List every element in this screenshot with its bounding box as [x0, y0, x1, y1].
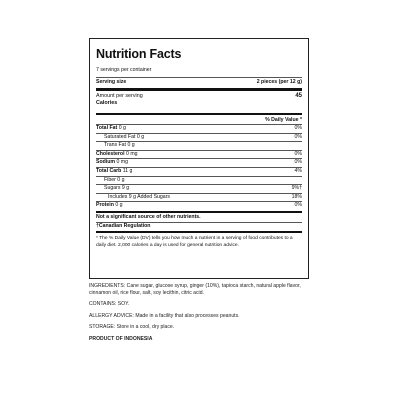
nutrient-dv: 0%	[294, 125, 302, 131]
nutrient-dv: 0%	[294, 133, 302, 140]
nutrient-dv: 0%	[294, 159, 302, 166]
nutrient-row	[96, 185, 302, 193]
nutrient-row	[96, 202, 302, 210]
nutrient-amount: 0 g	[136, 133, 145, 140]
nutrient-dv: 0%	[294, 150, 302, 157]
daily-value-header: % Daily Value *	[265, 117, 302, 123]
nutrient-amount: 0 g	[127, 142, 135, 149]
calories-value: 45	[295, 93, 302, 99]
amount-per-serving: Amount per serving	[96, 93, 143, 99]
nutrient-name: Fiber	[104, 176, 116, 183]
canadian-regulation-note: †Canadian Regulation	[96, 222, 151, 229]
nutrient-name: Saturated Fat	[104, 133, 136, 140]
nutrient-amount: 0 g	[115, 202, 123, 209]
storage-text: STORAGE: Store in a cool, dry place.	[89, 324, 175, 331]
divider-thick	[96, 88, 302, 91]
nutrient-name: Sugars	[104, 185, 121, 192]
label-title: Nutrition Facts	[96, 47, 182, 61]
nutrient-row	[96, 194, 302, 202]
servings-per-container: 7 servings per container	[96, 67, 152, 73]
product-info	[89, 283, 313, 348]
nutrient-dv: 0%	[294, 202, 302, 209]
nutrient-row	[96, 125, 302, 133]
serving-size-label: Serving size	[96, 79, 127, 85]
nutrient-amount: 9 g	[121, 185, 130, 192]
nutrient-row	[96, 159, 302, 167]
nutrient-name: Total Fat	[96, 125, 118, 131]
ingredients-text: INGREDIENTS: Cane sugar, glucose syrup, ginger (10%), tapioca starch, natural apple flavor, cinnamon oil, rice flour, salt, soy lecithin, citric acid.	[89, 283, 301, 296]
contains-text: CONTAINS: SOY.	[89, 301, 130, 308]
nutrient-amount: 0 mg	[116, 159, 129, 166]
nutrient-row	[96, 151, 302, 159]
serving-size-value: 2 pieces (per 12 g)	[256, 79, 302, 85]
allergy-text: ALLERGY ADVICE: Made in a facility that also processes peanuts.	[89, 312, 240, 319]
nutrient-amount: 0 g	[117, 176, 125, 183]
nutrient-amount: 0 g	[118, 125, 126, 131]
nutrient-name: Cholesterol	[96, 150, 125, 157]
nutrient-dv: 9%†	[291, 185, 302, 192]
nutrient-name: Sodium	[96, 159, 116, 166]
nutrient-row	[96, 177, 302, 185]
calories-label	[96, 100, 302, 107]
nutrient-row	[96, 134, 302, 142]
nutrient-row	[96, 142, 302, 150]
serving-size-row	[96, 78, 302, 87]
nutrient-dv: 4%	[294, 167, 302, 174]
nutrient-name: Trans Fat	[104, 142, 127, 149]
divider-medium	[96, 113, 302, 115]
daily-value-footnote: * The % Daily Value (DV) tells you how much a nutrient in a serving of food contributes to a daily diet. 2,000 calories a day is used for general nutrition advice.	[96, 236, 293, 248]
nutrient-amount: 11 g	[122, 167, 133, 174]
nutrition-facts-label	[89, 38, 309, 279]
nutrient-row	[96, 168, 302, 176]
calories-row	[96, 93, 302, 100]
nutrient-name: Total Carb	[96, 167, 122, 174]
nutrient-amount: 0 mg	[126, 150, 138, 157]
not-significant-note: Not a significant source of other nutrients.	[96, 213, 201, 220]
nutrient-dv: 18%	[291, 193, 302, 200]
nutrient-name: Protein	[96, 202, 114, 209]
nutrient-name: Includes 9 g Added Sugars	[108, 193, 171, 200]
calories-label-text: Calories	[96, 100, 118, 106]
origin-text: PRODUCT OF INDONESIA	[89, 335, 153, 342]
